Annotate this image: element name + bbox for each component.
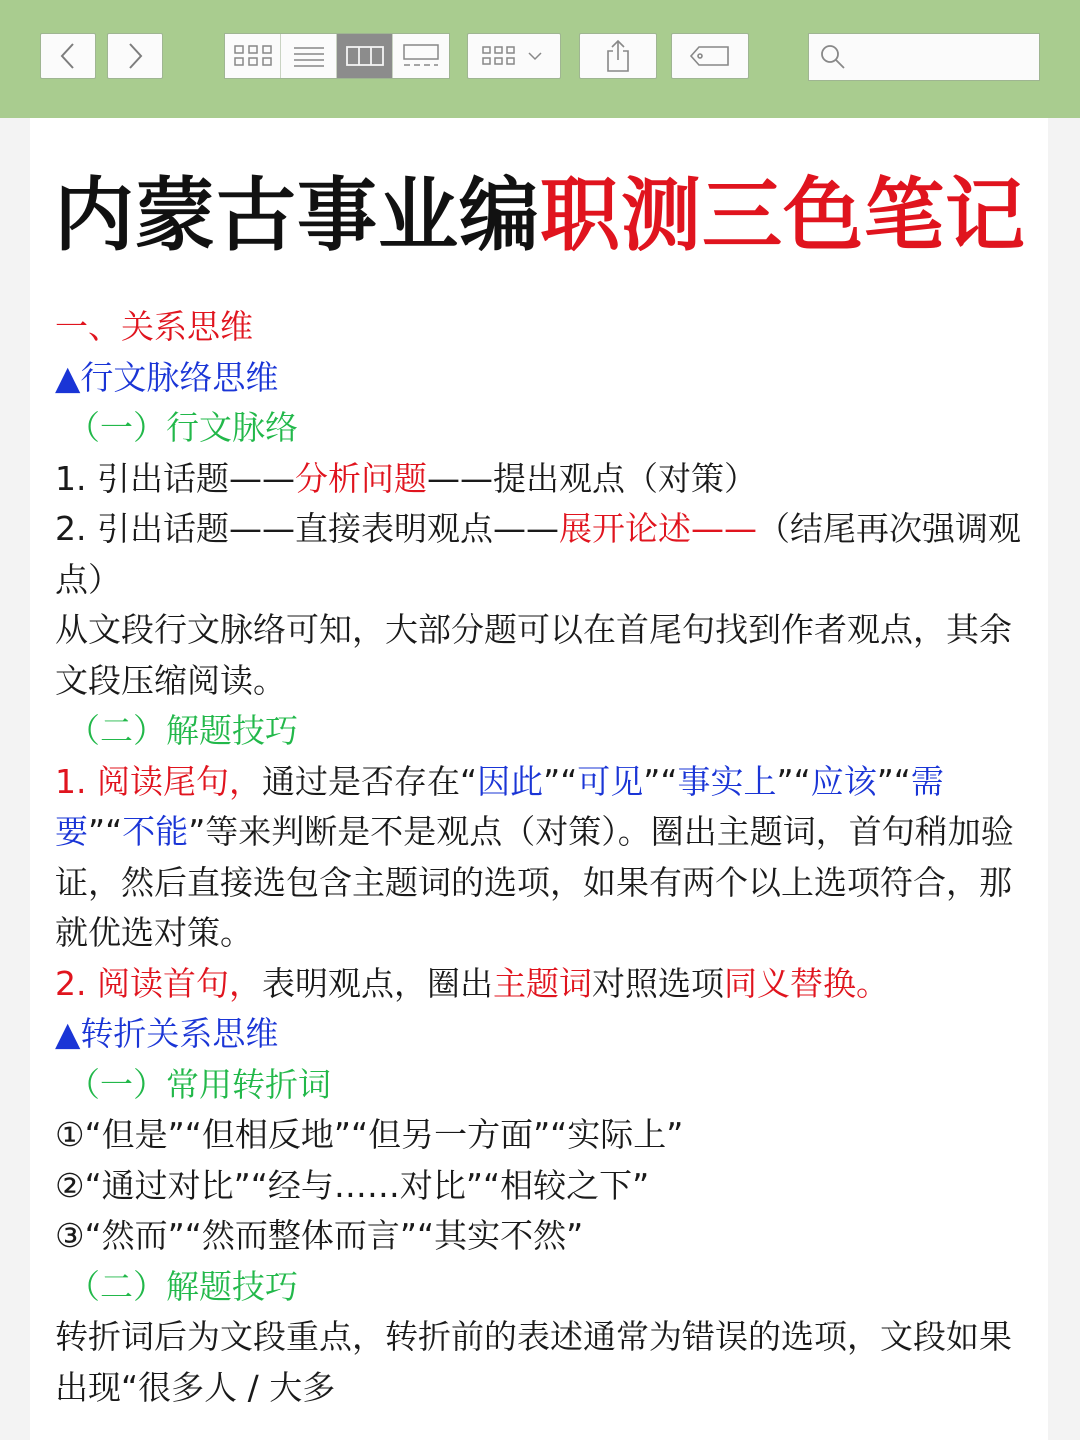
text: ”等来判断是不是观点（对策）。圈出主题词，首句稍加验证，然后直接选包含主题词的选项，如果有两个以上选项符合，那就优选对策。 — [55, 812, 1014, 952]
gallery-view-button[interactable] — [393, 34, 449, 78]
text: 对照选项 — [591, 963, 724, 1003]
chevron-right-icon — [125, 42, 145, 70]
share-icon — [604, 39, 632, 73]
keyword: 可见 — [577, 761, 644, 801]
sub-heading: （一）行文脉络 — [67, 408, 298, 447]
keyword: 事实上 — [677, 761, 777, 801]
page-title — [0, 160, 1080, 270]
list-item: ③“然而”“然而整体而言”“其实不然” — [55, 1216, 584, 1255]
view-mode-segment — [224, 33, 450, 79]
text: 2. 引出话题——直接表明观点—— — [55, 509, 559, 548]
highlight-red: 分析问题 — [294, 458, 427, 498]
tag-icon — [689, 44, 731, 68]
text: ”“ — [88, 812, 123, 851]
grid-view-icon — [233, 43, 273, 69]
paragraph: 从文段行文脉络可知，大部分题可以在首尾句找到作者观点，其余文段压缩阅读。 — [55, 610, 1012, 700]
document-body — [55, 302, 1030, 1413]
list-item: ②“通过对比”“经与……对比”“相较之下” — [55, 1165, 650, 1205]
gallery-view-icon — [401, 43, 441, 69]
highlight-red: 同义替换。 — [723, 963, 889, 1003]
tip-2 — [55, 959, 1030, 1010]
share-button[interactable] — [579, 33, 657, 79]
grid-view-button[interactable] — [225, 34, 281, 78]
forward-button[interactable] — [107, 33, 163, 79]
highlight-red: 2. 阅读首句， — [55, 963, 262, 1003]
column-view-button[interactable] — [337, 34, 393, 78]
keyword: 因此 — [477, 761, 544, 801]
subsection-heading: ▲转折关系思维 — [55, 1014, 279, 1053]
text: ”“ — [876, 761, 911, 801]
back-button[interactable] — [40, 33, 96, 79]
list-item: ①“但是”“但相反地”“但另一方面”“实际上” — [55, 1115, 684, 1154]
group-by-icon — [481, 43, 547, 69]
highlight-red: 主题词 — [492, 963, 592, 1003]
title-black-part: 内蒙古事业编 — [54, 168, 540, 262]
text: ”“ — [543, 761, 578, 801]
keyword: 不能 — [122, 812, 189, 851]
highlight-red: 展开论述—— — [558, 509, 757, 548]
tip-1 — [55, 757, 1030, 959]
list-view-icon — [292, 44, 326, 68]
keyword: 应该 — [810, 761, 877, 801]
tag-button[interactable] — [671, 33, 749, 79]
title-red-part: 职测三色笔记 — [540, 168, 1026, 262]
flow-line-1 — [55, 454, 1030, 505]
subsection-heading: ▲行文脉络思维 — [55, 357, 279, 397]
text: ”“ — [643, 761, 678, 801]
search-input[interactable] — [855, 46, 1039, 69]
keyword: 需要 — [55, 761, 944, 851]
sub-heading: （二）解题技巧 — [67, 711, 298, 750]
text: 表明观点，圈出 — [261, 963, 493, 1003]
text: （结尾再次强调观点） — [55, 509, 1021, 599]
highlight-red: 1. 阅读尾句， — [55, 761, 262, 801]
list-view-button[interactable] — [281, 34, 337, 78]
text: 通过是否存在“ — [261, 761, 478, 801]
group-by-button[interactable] — [467, 33, 561, 79]
section-heading: 一、关系思维 — [55, 307, 253, 346]
text: 1. 引出话题—— — [55, 458, 295, 498]
paragraph: 转折词后为文段重点，转折前的表述通常为错误的选项，文段如果出现“很多人 / 大多 — [55, 1317, 1012, 1407]
flow-line-2 — [55, 504, 1030, 605]
chevron-left-icon — [58, 42, 78, 70]
search-icon — [819, 43, 847, 71]
sub-heading: （一）常用转折词 — [67, 1064, 331, 1104]
text: ”“ — [776, 761, 811, 801]
toolbar — [0, 0, 1080, 118]
sub-heading: （二）解题技巧 — [67, 1266, 298, 1306]
text: ——提出观点（对策） — [426, 458, 757, 498]
column-view-icon — [345, 44, 385, 68]
search-field[interactable] — [808, 33, 1040, 81]
